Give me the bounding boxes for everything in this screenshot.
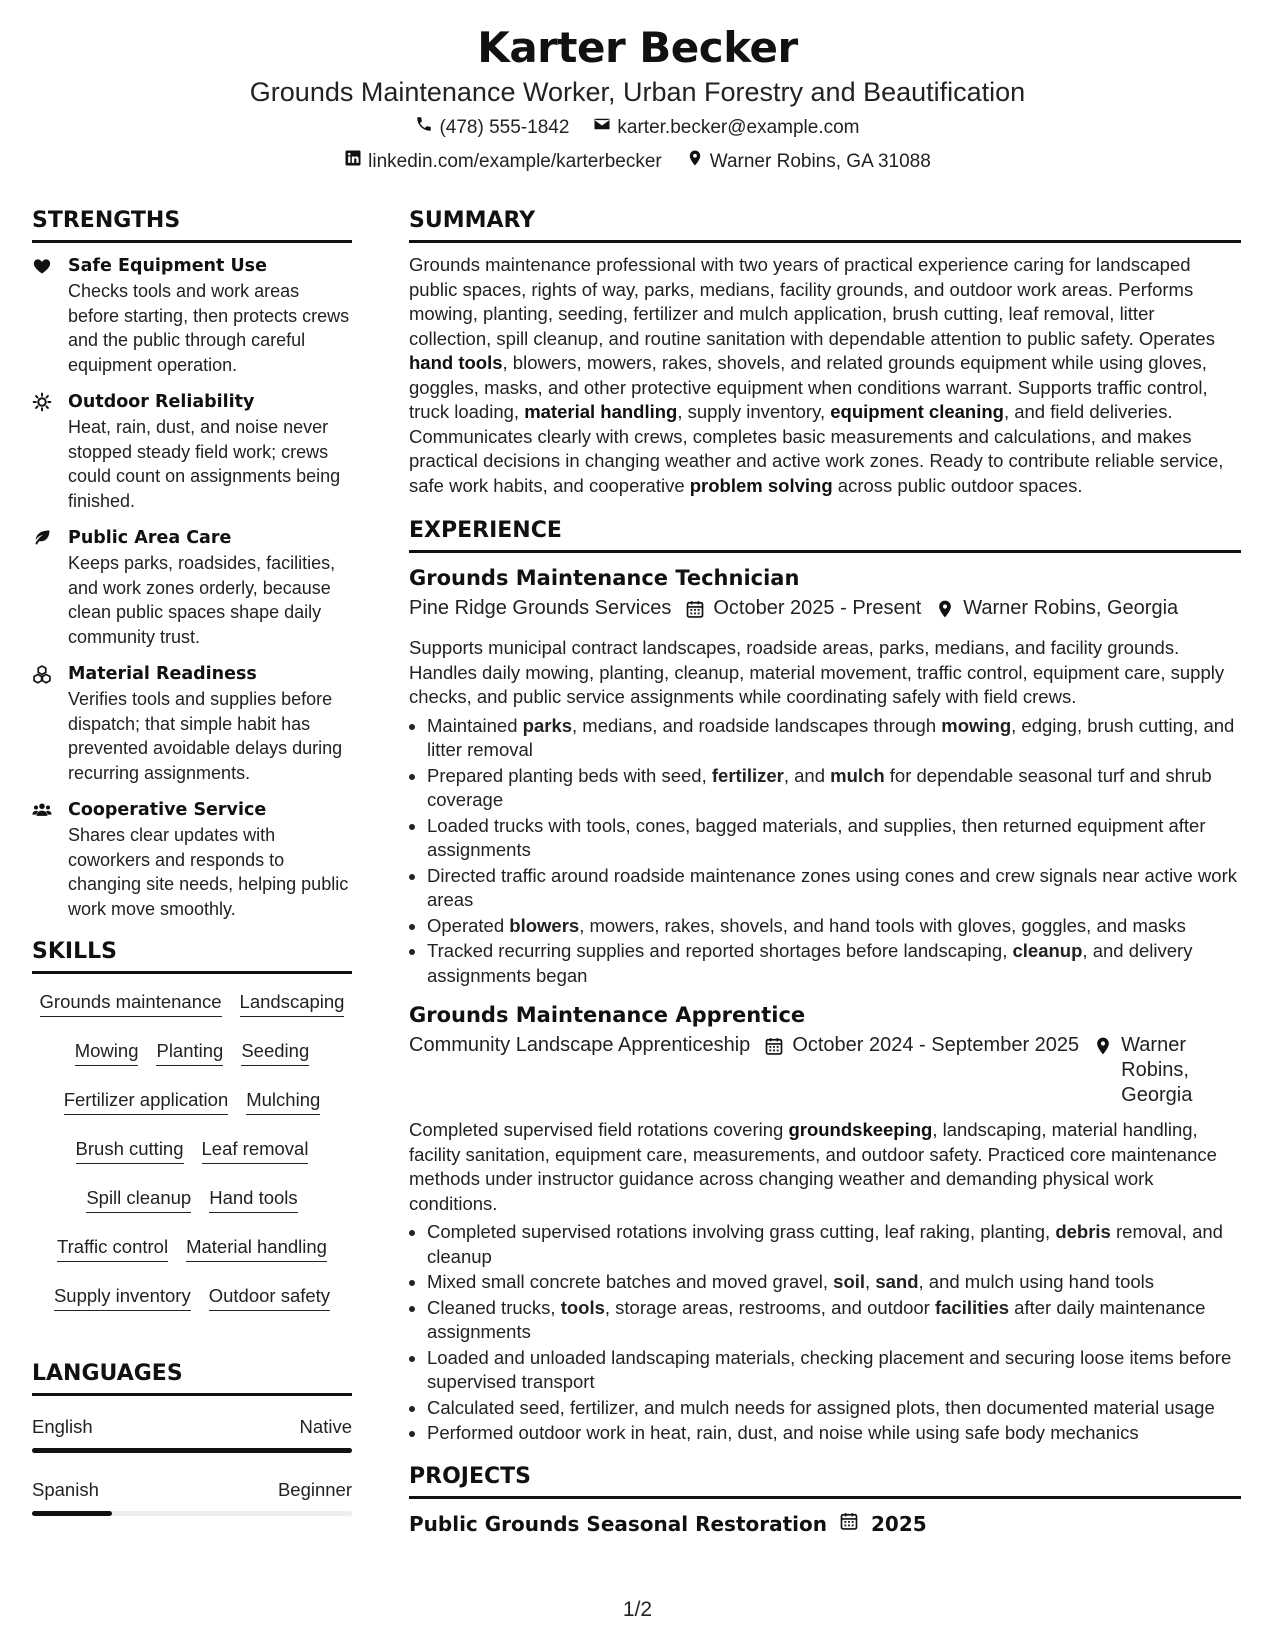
strengths-heading: STRENGTHS [32,204,352,243]
text-run: for dependable seasonal turf and shrub coverage [427,764,1212,810]
job-dates-wrap [764,1033,1079,1063]
text-run: , blowers, mowers, rakes, shovels, and related grounds equipment while using gloves, goggles, masks, and other protective equipment when conditions warrant. Supports traffic control, truck loading, [409,352,1208,422]
language-row [32,1414,352,1440]
projects-section [409,1460,1241,1539]
summary-section [409,204,1241,498]
language-row [32,1477,352,1503]
languages-list [32,1414,352,1516]
bold-keyword: groundskeeping [788,1119,933,1140]
location-text: Warner Robins, GA 31088 [709,151,931,172]
strength-name: Public Area Care [68,528,232,548]
text-run: Mixed small concrete batches and moved gravel, [427,1271,834,1292]
location-contact [686,146,931,178]
project-name: Public Grounds Seasonal Restoration [409,1511,828,1536]
language-item [32,1477,352,1516]
language-item [32,1414,352,1453]
job-bullets [409,714,1241,989]
bold-keyword: debris [1055,1221,1111,1242]
contact-row-1 [0,112,1275,144]
text-run: , mowers, rakes, shovels, and hand tools with gloves, goggles, and masks [579,914,1186,936]
bold-keyword: problem solving [689,474,833,496]
text-run: , storage areas, restrooms, and outdoor [604,1296,935,1318]
languages-section [32,1357,352,1516]
candidate-title: Grounds Maintenance Worker, Urban Forestry and Beautification [249,77,1026,107]
text-run: , supply inventory, [677,401,831,422]
text-run: Directed traffic around roadside maintenance zones using cones and crew signals near active work areas [427,864,1237,910]
job-dates-wrap [685,596,921,626]
leaf-icon [32,525,54,649]
map-pin-icon [1093,1033,1113,1063]
text-run: Grounds maintenance professional with two years of practical experience caring for landscaped public spaces, rights of way, parks, medians, facility grounds, and outdoor work areas. Performs mowing, planting, seeding, fertilizer and mulch application, brush cutting, leaf removal, litter collection, spill cleanup, and routine sanitation with dependable attention to public safety. Operates [409,254,1215,349]
bullet-item [427,939,1241,988]
strength-body [68,253,352,377]
bold-keyword: equipment cleaning [830,401,1004,422]
text-run: Completed supervised rotations involving grass cutting, leaf raking, planting, [427,1221,1056,1242]
strength-name: Outdoor Reliability [68,392,255,412]
job-location-wrap [1093,1033,1213,1108]
strength-item [32,389,352,513]
text-run: across public outdoor spaces. [832,474,1083,496]
skill-tag: Leaf removal [202,1137,309,1164]
bullet-item [427,714,1241,763]
bullet-item [427,864,1241,913]
strengths-section [32,204,352,921]
language-proficiency-bar [32,1448,352,1453]
text-run: Loaded trucks with tools, cones, bagged materials, and supplies, then returned equipment after assignments [427,814,1206,860]
strength-name: Safe Equipment Use [68,256,267,276]
bullet-item [427,1296,1241,1345]
text-run: , medians, and roadside landscapes through [572,714,942,736]
text-run: , landscaping, material handling, facility sanitation, equipment care, measurements, and outdoor safety. Practiced core maintenance methods under instructor guidance across changing weather and demanding physical work conditions. [409,1119,1217,1214]
skills-section [32,935,352,1311]
skill-tag: Seeding [241,1039,309,1066]
language-proficiency-fill [32,1448,352,1453]
job-description [409,1118,1241,1216]
job-bullets [409,1220,1241,1446]
job-role: Grounds Maintenance Apprentice [409,1003,806,1027]
skill-tag: Spill cleanup [86,1186,191,1213]
text-run: Loaded and unloaded landscaping materials, checking placement and securing loose items before supervised transport [427,1346,1232,1392]
projects-heading: PROJECTS [409,1460,1241,1499]
job-meta [409,1033,1241,1108]
language-name: English [32,1416,93,1437]
job-company: Community Landscape Apprenticeship [409,1034,751,1056]
sun-icon [32,389,54,513]
map-pin-icon [686,146,704,178]
envelope-icon [593,112,611,144]
bold-keyword: facilities [934,1296,1010,1318]
text-run: , and mulch using hand tools [918,1271,1155,1292]
bold-keyword: blowers [509,914,580,936]
heart-icon [32,253,54,377]
job-location-wrap [935,596,1178,626]
map-pin-icon [935,596,955,626]
project-year: 2025 [871,1511,927,1536]
strength-body [68,797,352,921]
strength-description: Verifies tools and supplies before dispatch; that simple habit has prevented avoidable delays during recurring assignments. [68,689,343,783]
text-run: Operated [427,914,510,936]
linkedin-icon [344,146,362,178]
skill-tag: Supply inventory [54,1284,191,1311]
bullet-item [427,764,1241,813]
bullet-item [427,914,1241,939]
text-run: Performed outdoor work in heat, rain, dust, and noise while using safe body mechanics [427,1422,1139,1443]
summary-heading: SUMMARY [409,204,1241,243]
text-run: Calculated seed, fertilizer, and mulch needs for assigned plots, then documented material usage [427,1396,1215,1418]
skill-tag: Outdoor safety [209,1284,330,1311]
project-entry [409,1509,1241,1539]
language-level: Beginner [277,1479,352,1500]
strength-item [32,253,352,377]
summary-text [409,253,1241,498]
job-location: Warner Robins, Georgia [1121,1034,1193,1106]
phone-icon [415,112,433,144]
calendar-icon [839,1509,859,1539]
job-dates: October 2025 - Present [713,597,922,619]
skill-tag: Planting [156,1039,223,1066]
left-column [32,204,352,1540]
text-run: Tracked recurring supplies and reported shortages before landscaping, [427,940,1013,961]
language-proficiency-fill [32,1511,112,1516]
strength-description: Heat, rain, dust, and noise never stopped steady field work; crews could count on assignments being finished. [68,417,341,511]
skills-heading: SKILLS [32,935,352,974]
bold-keyword: mulch [830,764,885,786]
bold-keyword: parks [522,714,573,736]
text-run: , and [783,764,831,786]
strength-item [32,797,352,921]
text-run: Prepared planting beds with seed, [427,764,712,786]
job-dates: October 2024 - September 2025 [792,1034,1080,1056]
job-meta [409,596,1241,626]
resume-header [0,0,1275,178]
job-company: Pine Ridge Grounds Services [409,597,672,619]
strength-description: Shares clear updates with coworkers and responds to changing site needs, helping public work move smoothly. [68,825,349,919]
skill-tag: Brush cutting [76,1137,184,1164]
bullet-item [427,814,1241,863]
strength-description: Checks tools and work areas before starting, then protects crews and the public through careful equipment operation. [68,281,350,375]
job-location: Warner Robins, Georgia [963,597,1179,619]
bold-keyword: mowing [941,714,1012,736]
text-run: , edging, brush cutting, and litter removal [427,714,1235,760]
skill-tag: Traffic control [57,1235,168,1262]
text-run: Completed supervised field rotations covering [409,1119,789,1140]
text-run: , [865,1271,876,1292]
text-run: Cleaned trucks, [427,1296,561,1318]
linkedin-contact[interactable] [344,146,662,178]
linkedin-text: linkedin.com/example/karterbecker [368,151,662,172]
bold-keyword: fertilizer [711,764,784,786]
experience-heading: EXPERIENCE [409,514,1241,553]
boxes-icon [32,661,54,785]
skill-tag: Landscaping [240,990,345,1017]
strength-name: Cooperative Service [68,800,267,820]
users-icon [32,797,54,921]
bullet-item [427,1270,1241,1295]
skill-tag: Mulching [246,1088,320,1115]
calendar-icon [685,596,705,626]
experience-section [409,514,1241,1446]
skill-tag: Grounds maintenance [40,990,222,1017]
phone-text: (478) 555-1842 [439,117,570,138]
strength-item [32,525,352,649]
text-run: , and field deliveries. Communicates clearly with crews, completes basic measurements and calculations, and makes practical decisions in changing weather and active work zones. Ready to contribute reliable service, safe work habits, and cooperative [409,401,1224,496]
candidate-name: Karter Becker [477,23,798,72]
strength-body [68,389,352,513]
strength-item [32,661,352,785]
skill-tag: Material handling [186,1235,327,1262]
language-level: Native [299,1416,352,1437]
text-run: after daily maintenance assignments [427,1296,1206,1342]
job-description: Supports municipal contract landscapes, roadside areas, parks, medians, and facility grounds. Handles daily mowing, planting, cleanup, material movement, traffic control, equipment care, supply checks, and public service assignments while coordinating safely with field crews. [409,637,1225,707]
text-run: Maintained [427,714,523,736]
email-text: karter.becker@example.com [617,117,860,138]
bullet-item [427,1396,1241,1421]
skill-tag: Hand tools [209,1186,297,1213]
strength-body [68,661,352,785]
strength-body [68,525,352,649]
job-entry-2 [409,1000,1241,1446]
bold-keyword: sand [875,1271,919,1292]
language-name: Spanish [32,1479,99,1500]
strength-name: Material Readiness [68,664,257,684]
page-number: 1/2 [622,1598,653,1621]
skill-tag: Mowing [75,1039,139,1066]
bold-keyword: soil [833,1271,866,1292]
strengths-list [32,253,352,921]
calendar-icon [764,1033,784,1063]
bullet-item [427,1346,1241,1395]
text-run: , and delivery assignments began [427,940,1193,986]
bold-keyword: tools [560,1296,605,1318]
bullet-item [427,1421,1241,1446]
job-role: Grounds Maintenance Technician [409,566,800,590]
text-run: removal, and cleanup [427,1221,1223,1267]
skill-tag: Fertilizer application [64,1088,229,1115]
phone-contact[interactable] [415,112,569,144]
skills-list [32,984,352,1311]
email-contact[interactable] [593,112,859,144]
right-column [409,204,1241,1539]
bold-keyword: cleanup [1012,940,1083,961]
bold-keyword: material handling [524,401,678,422]
strength-description: Keeps parks, roadsides, facilities, and work zones orderly, because clean public spaces shape daily community trust. [68,553,336,647]
language-proficiency-bar [32,1511,352,1516]
bullet-item [427,1220,1241,1269]
contact-row-2 [0,146,1275,178]
bold-keyword: hand tools [409,352,503,373]
languages-heading: LANGUAGES [32,1357,352,1396]
job-entry-1 [409,563,1241,988]
